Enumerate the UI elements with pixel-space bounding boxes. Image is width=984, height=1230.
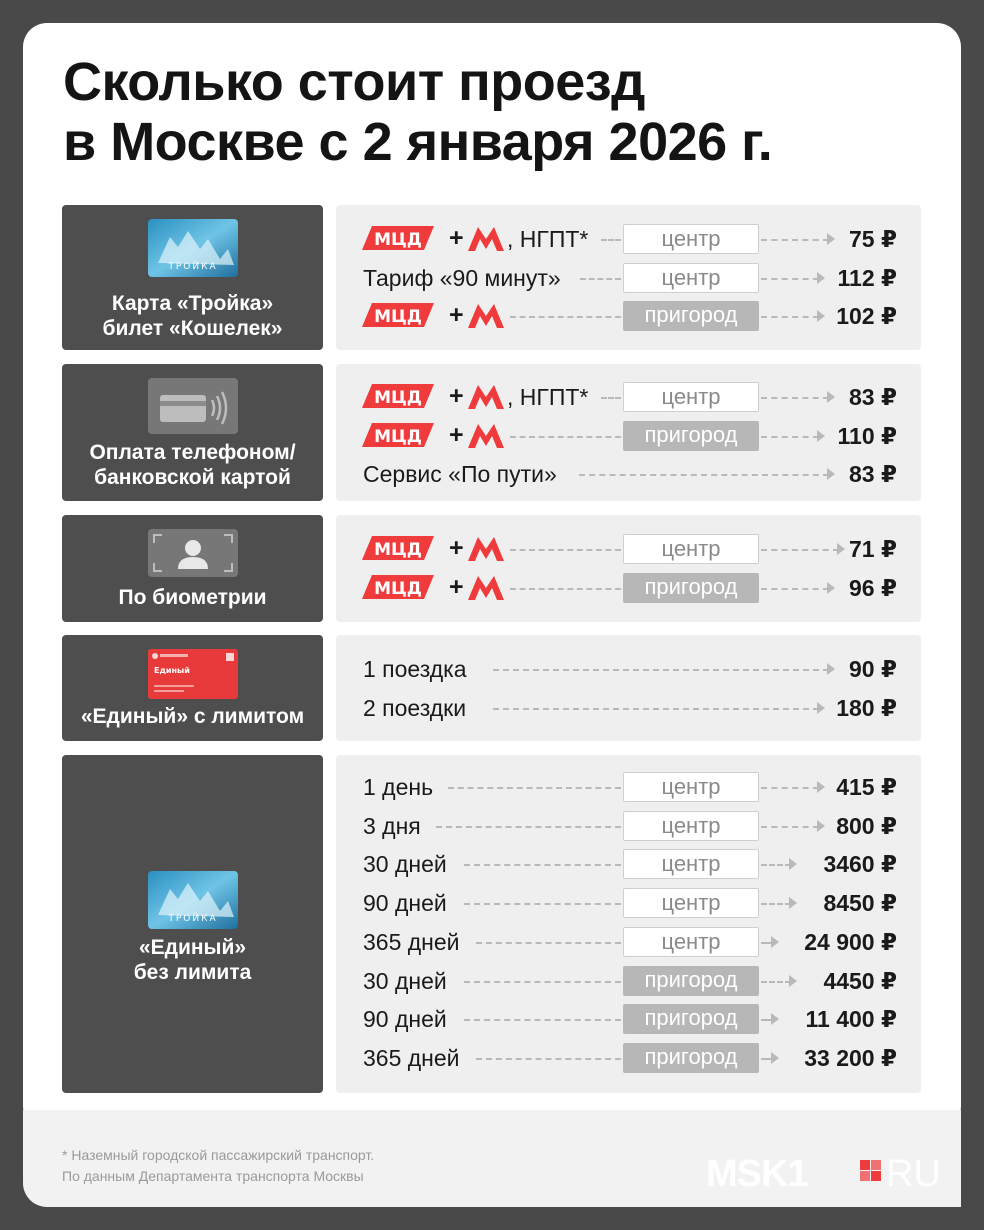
metro-logo-icon: [468, 424, 504, 448]
plus-sign: +: [449, 382, 464, 410]
troika-card-text: ТРОЙКА: [168, 914, 218, 924]
price-row: [336, 382, 921, 412]
price-row: [336, 811, 921, 841]
svg-text:МЦД: МЦД: [374, 307, 422, 327]
title-line-2: в Москве с 2 января 2026 г.: [63, 112, 773, 172]
label-line: билет «Кошелек»: [102, 317, 283, 340]
price-row: [336, 849, 921, 879]
svg-text:МЦД: МЦД: [374, 388, 422, 408]
price-row: [336, 772, 921, 802]
price-value: 4450 ₽: [823, 968, 897, 994]
price-row: [336, 693, 921, 723]
mcd-logo-icon: [362, 384, 434, 408]
fare-name: 1 поездка: [363, 656, 467, 682]
price-row: [336, 927, 921, 957]
section-phone-label-panel: [62, 364, 323, 501]
plus-sign: +: [449, 421, 464, 449]
fare-name: 3 дня: [363, 813, 421, 839]
section-limit-label-panel: [62, 635, 323, 741]
logo-text-msk1: MSK1: [706, 1153, 808, 1194]
section-bio-label-panel: [62, 515, 323, 622]
metro-logo-icon: [468, 537, 504, 561]
price-row: [336, 966, 921, 996]
zone-center-badge: центр: [623, 534, 759, 564]
troika-card-text: ТРОЙКА: [168, 262, 218, 272]
zone-center-badge: центр: [623, 382, 759, 412]
ngpt-label: , НГПТ*: [507, 384, 589, 410]
fare-name: 30 дней: [363, 851, 447, 877]
section-troika-prices: [336, 205, 921, 350]
fare-name: 90 дней: [363, 1006, 447, 1032]
price-value: 8450 ₽: [823, 890, 897, 916]
plus-sign: +: [449, 534, 464, 562]
plus-sign: +: [449, 224, 464, 252]
zone-center-badge: центр: [623, 849, 759, 879]
zone-suburb-badge: пригород: [623, 301, 759, 331]
zone-center-badge: центр: [623, 927, 759, 957]
price-row: [336, 301, 921, 331]
price-row: [336, 224, 921, 254]
label-line: без лимита: [133, 961, 252, 984]
mcd-logo-icon: [362, 423, 434, 447]
price-row: [336, 421, 921, 451]
fare-name: Тариф «90 минут»: [363, 265, 561, 291]
fare-name: 2 поездки: [363, 695, 467, 721]
section-phone-label: [62, 440, 323, 490]
plus-sign: +: [449, 301, 464, 329]
edinyi-card-text: Единый: [154, 666, 190, 675]
price-row: [336, 573, 921, 603]
zone-suburb-badge: пригород: [623, 573, 759, 603]
label-line: банковской картой: [94, 466, 291, 489]
zone-suburb-badge: пригород: [623, 421, 759, 451]
price-row: [336, 1004, 921, 1034]
price-row: [336, 534, 921, 564]
svg-text:МЦД: МЦД: [374, 579, 422, 599]
logo-text-ru: RU: [886, 1153, 941, 1194]
price-value: 3460 ₽: [823, 851, 897, 877]
troika-card-icon: [148, 219, 238, 277]
svg-text:МЦД: МЦД: [374, 540, 422, 560]
label-line: Карта «Тройка»: [111, 292, 274, 315]
edinyi-ticket-icon: [148, 649, 238, 699]
price-value: 90 ₽: [849, 656, 897, 682]
price-row: [336, 263, 921, 293]
troika-card-icon: [148, 871, 238, 929]
price-value: 102 ₽: [836, 303, 897, 329]
price-value: 11 400 ₽: [805, 1006, 897, 1032]
price-value: 96 ₽: [849, 575, 897, 601]
price-value: 33 200 ₽: [804, 1045, 897, 1071]
label-line: «Единый»: [138, 936, 247, 959]
source-note: По данным Департамента транспорта Москвы: [62, 1168, 364, 1184]
section-unlimited-label-panel: [62, 755, 323, 1093]
metro-logo-icon: [468, 304, 504, 328]
price-value: 112 ₽: [837, 265, 897, 291]
section-troika-label-panel: [62, 205, 323, 350]
price-value: 83 ₽: [849, 461, 897, 487]
zone-center-badge: центр: [623, 263, 759, 293]
section-troika-label: [62, 291, 323, 341]
mcd-logo-icon: [362, 575, 434, 599]
label-line: «Единый» с лимитом: [80, 705, 305, 728]
title-line-1: Сколько стоит проезд: [63, 52, 645, 112]
metro-logo-icon: [468, 576, 504, 600]
fare-name: 365 дней: [363, 929, 460, 955]
svg-text:МЦД: МЦД: [374, 427, 422, 447]
zone-center-badge: центр: [623, 888, 759, 918]
price-value: 83 ₽: [849, 384, 897, 410]
metro-logo-icon: [468, 227, 504, 251]
svg-text:МЦД: МЦД: [374, 230, 422, 250]
price-value: 415 ₽: [836, 774, 897, 800]
zone-center-badge: центр: [623, 772, 759, 802]
fare-name: 1 день: [363, 774, 434, 800]
fare-name: 90 дней: [363, 890, 447, 916]
section-limit-label: [62, 704, 323, 729]
zone-suburb-badge: пригород: [623, 966, 759, 996]
contactless-card-icon: [148, 378, 238, 434]
section-limit-prices: [336, 635, 921, 741]
price-row: [336, 654, 921, 684]
section-bio-prices: [336, 515, 921, 622]
footnote-line-1: * Наземный городской пассажирский транспорт.: [62, 1147, 375, 1163]
section-unlimited-label: [62, 935, 323, 985]
mcd-logo-icon: [362, 226, 434, 250]
zone-suburb-badge: пригород: [623, 1004, 759, 1034]
ngpt-label: , НГПТ*: [507, 226, 589, 252]
section-bio-label: [62, 585, 323, 610]
zone-center-badge: центр: [623, 224, 759, 254]
price-value: 71 ₽: [849, 536, 897, 562]
mcd-logo-icon: [362, 536, 434, 560]
page-title: [63, 52, 772, 172]
zone-center-badge: центр: [623, 811, 759, 841]
price-row: [336, 1043, 921, 1073]
price-row: [336, 888, 921, 918]
section-phone-prices: [336, 364, 921, 501]
price-value: 75 ₽: [849, 226, 897, 252]
section-unlimited-prices: [336, 755, 921, 1093]
metro-logo-icon: [468, 385, 504, 409]
price-value: 180 ₽: [836, 695, 897, 721]
price-value: 800 ₽: [836, 813, 897, 839]
msk1-logo: [706, 1150, 950, 1194]
face-scan-icon: [148, 529, 238, 577]
price-row: [336, 459, 921, 489]
label-line: По биометрии: [118, 586, 267, 609]
price-value: 24 900 ₽: [804, 929, 897, 955]
plus-sign: +: [449, 573, 464, 601]
fare-name: 30 дней: [363, 968, 447, 994]
price-value: 110 ₽: [837, 423, 897, 449]
fare-name: Сервис «По пути»: [363, 461, 557, 487]
mcd-logo-icon: [362, 303, 434, 327]
fare-name: 365 дней: [363, 1045, 460, 1071]
label-line: Оплата телефоном/: [89, 441, 296, 464]
zone-suburb-badge: пригород: [623, 1043, 759, 1073]
